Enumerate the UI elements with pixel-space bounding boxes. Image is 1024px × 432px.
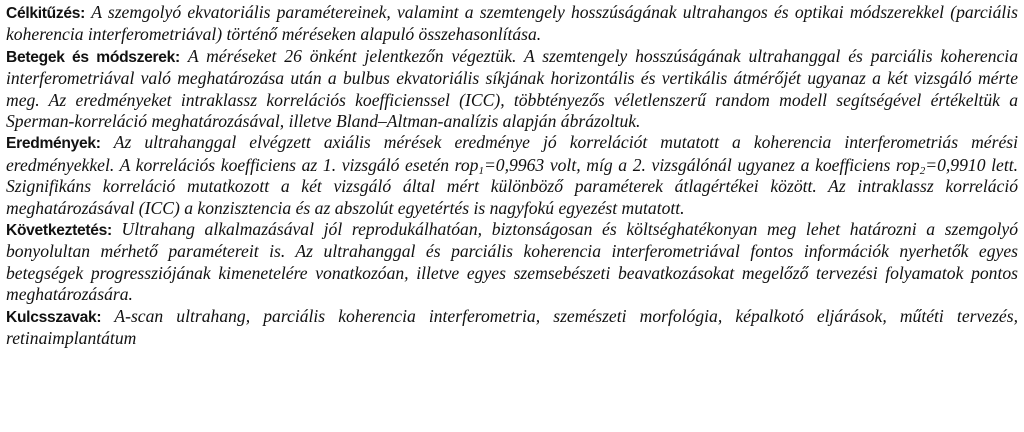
section-text: A szemgolyó ekvatoriális paramétereinek, valamint a szemtengely hosszúságának ultrahangos és optikai módszerekkel (parciális koherencia interferometriával) történő méréseken alapuló összehasonlítása. bbox=[6, 2, 1018, 45]
section-text: A méréseket 26 önként jelentkezőn végeztük. A szemtengely hosszúságának ultrahanggal és parciális koherencia interferometriával való meghatározása után a bulbus ekvatoriális síkjának horizontális és vertikális átmérőjét ugyanaz a két vizsgáló mérte meg. Az eredményeket intraklassz korrelációs koefficienssel (ICC), többtényezős véletlenszerű random modell segítségével értékeltük a Sperman-korreláció meghatározásával, illetve Bland–Altman-analízis alapján ábrázoltuk. bbox=[6, 45, 1018, 132]
subscript: 1 bbox=[478, 164, 484, 177]
text-segment: Az ultrahanggal elvégzett axiális mérések eredménye jó korrelációt mutatott a koherencia interferometriás mérési eredményekkel. A korrelációs koefficiens az 1. vizsgáló esetén rop bbox=[6, 132, 1018, 175]
section-conclusion bbox=[6, 219, 1018, 306]
section-patients-and-methods bbox=[6, 46, 1018, 133]
section-objective bbox=[6, 2, 1018, 46]
section-label: Kulcsszavak: bbox=[6, 308, 102, 326]
section-label: Betegek és módszerek: bbox=[6, 48, 180, 66]
section-results bbox=[6, 132, 1018, 219]
section-keywords bbox=[6, 306, 1018, 350]
section-label: Következtetés: bbox=[6, 222, 112, 240]
section-label: Célkitűzés: bbox=[6, 5, 86, 22]
section-text bbox=[6, 132, 1018, 217]
section-label: Eredmények: bbox=[6, 135, 101, 153]
text-segment: =0,9963 volt, míg a 2. vizsgálónál ugyanez a koefficiens rop bbox=[483, 154, 920, 175]
text-segment: =0,9910 lett. Szignifikáns korreláció mutatkozott a két vizsgáló által mért különböző paraméterek átlagértékei között. Az intraklassz korreláció meghatározásával (ICC) a konzisztencia és az abszolút egyetértés is nagyfokú egyezést mutatott. bbox=[6, 154, 1019, 218]
subscript: 2 bbox=[919, 164, 926, 177]
section-text: Ultrahang alkalmazásával jól reprodukálhatóan, biztonságosan és költséghatékonyan meg lehet határozni a szemgolyó bonyolultan mérhető paramétereit is. Az ultrahanggal és parciális koherencia interferometriával fontos információk nyerhetők egyes betegségek progressziójának kimenetelére vonatkozóan, illetve egyes szemsebészeti beavatkozásokat megelőző tervezési folyamatok pontos meghatározására. bbox=[6, 219, 1018, 305]
section-text: A-scan ultrahang, parciális koherencia interferometria, szemészeti morfológia, képalkotó eljárások, műtéti tervezés, retinaimplantátum bbox=[6, 305, 1018, 349]
